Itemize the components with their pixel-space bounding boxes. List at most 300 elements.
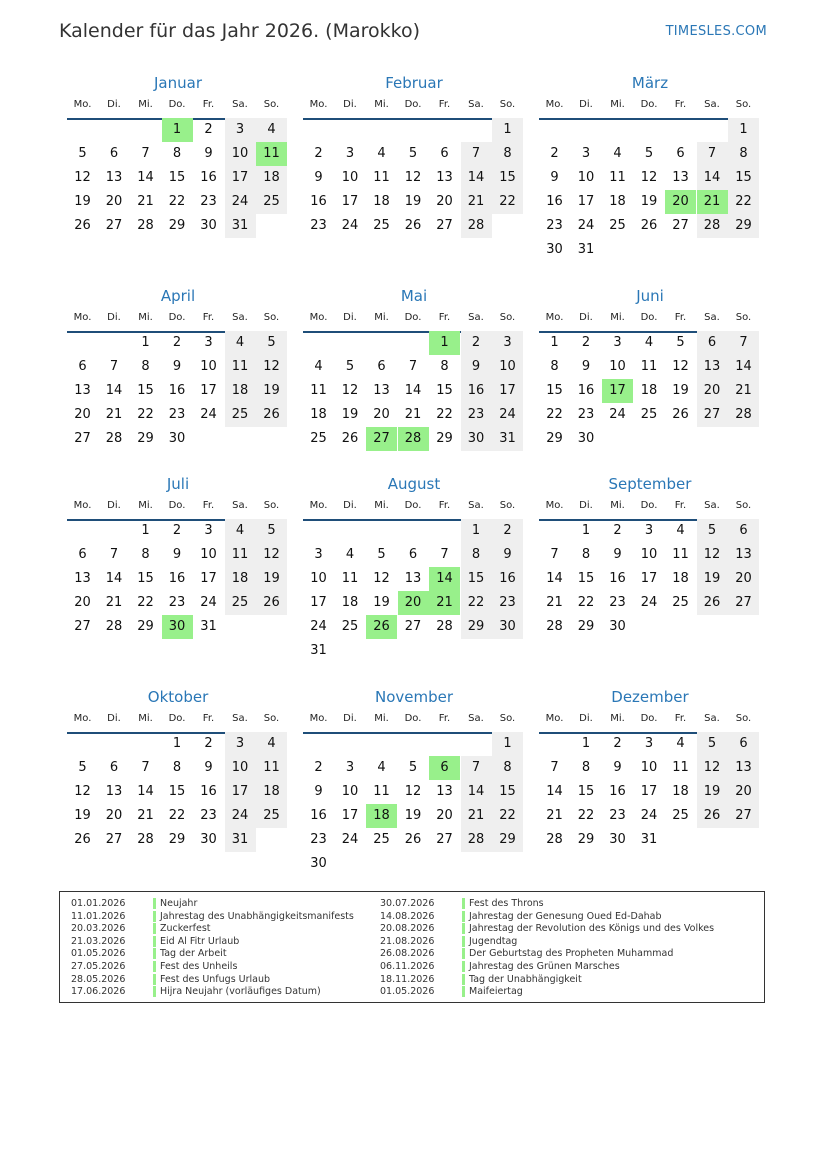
day-cell: 11 [256, 756, 287, 780]
month-8 [539, 475, 761, 675]
day-cell: 1 [172, 736, 182, 751]
day-cell: 12 [74, 784, 91, 799]
weekday-header: Mi. [138, 500, 153, 511]
day-cell: 24 [225, 804, 256, 828]
day-cell: 12 [697, 543, 728, 567]
day-cell: 12 [256, 355, 287, 379]
day-cell: 23 [200, 808, 217, 823]
day-cell: 5 [697, 732, 728, 756]
weekday-header: Di. [343, 500, 357, 511]
day-cell: 24 [225, 190, 256, 214]
day-cell: 10 [640, 547, 658, 562]
day-cell: 3 [644, 736, 654, 751]
day-cell: 19 [404, 194, 422, 209]
holiday-cell: 14 [429, 567, 460, 591]
day-cell: 23 [492, 591, 523, 615]
day-cell: 14 [461, 166, 492, 190]
weekday-header: Mo. [309, 99, 328, 110]
day-cell: 27 [728, 804, 759, 828]
day-cell: 10 [341, 784, 359, 799]
day-cell: 15 [577, 784, 595, 799]
legend-name: Tag der Unabhängigkeit [469, 973, 582, 985]
day-cell: 3 [613, 335, 622, 350]
day-cell: 27 [436, 218, 453, 233]
day-cell: 11 [672, 760, 689, 775]
weekday-header: Fr. [674, 713, 687, 724]
month-3 [67, 287, 289, 487]
holiday-cell: 20 [665, 190, 696, 214]
day-cell: 24 [640, 808, 658, 823]
day-cell: 9 [613, 547, 622, 562]
day-cell: 31 [640, 832, 658, 847]
weekday-header: Do. [168, 713, 186, 724]
brand-link[interactable]: TIMESLES.COM [665, 24, 767, 39]
weekday-header: So. [735, 99, 752, 110]
weekday-header: So. [735, 500, 752, 511]
day-cell: 14 [137, 784, 154, 799]
day-cell: 16 [609, 784, 626, 799]
weekday-header: Fr. [438, 99, 451, 110]
header-rule [539, 118, 759, 120]
day-cell: 25 [640, 407, 658, 422]
day-cell: 20 [436, 194, 453, 209]
day-cell: 16 [200, 784, 217, 799]
day-cell: 28 [137, 218, 154, 233]
legend-date: 21.08.2026 [380, 935, 435, 947]
day-cell: 27 [697, 403, 728, 427]
legend-color-marker [153, 948, 156, 959]
day-cell: 7 [109, 359, 119, 374]
day-cell: 8 [172, 760, 182, 775]
day-cell: 6 [377, 359, 386, 374]
legend-date: 17.06.2026 [71, 986, 126, 998]
weekday-header: Mi. [138, 99, 153, 110]
day-cell: 23 [461, 403, 492, 427]
weekday-header: Mi. [374, 99, 389, 110]
day-cell: 20 [697, 379, 728, 403]
day-cell: 30 [492, 615, 523, 639]
day-cell: 4 [613, 146, 622, 161]
legend-name: Jahrestag der Genesung Oued Ed-Dahab [469, 910, 662, 922]
day-cell: 6 [408, 547, 418, 562]
day-cell: 9 [314, 784, 323, 799]
weekday-header: Do. [168, 312, 186, 323]
day-cell: 30 [200, 832, 217, 847]
day-cell: 13 [74, 571, 91, 586]
day-cell: 20 [105, 808, 123, 823]
day-cell: 10 [310, 571, 327, 586]
legend-date: 30.07.2026 [380, 898, 435, 909]
day-cell: 4 [644, 335, 654, 350]
holiday-cell: 6 [429, 756, 460, 780]
day-cell: 8 [141, 359, 150, 374]
holiday-cell: 17 [602, 379, 633, 403]
day-cell: 23 [609, 808, 626, 823]
day-cell: 7 [141, 146, 150, 161]
day-cell: 4 [676, 736, 685, 751]
weekday-header: Sa. [704, 99, 720, 110]
day-cell: 27 [74, 431, 91, 446]
weekday-header: Sa. [232, 500, 248, 511]
day-cell: 7 [697, 142, 728, 166]
day-cell: 18 [672, 571, 689, 586]
day-cell: 26 [256, 403, 287, 427]
day-cell: 3 [492, 331, 523, 355]
day-cell: 13 [105, 170, 123, 185]
day-cell: 17 [225, 780, 256, 804]
day-cell: 29 [137, 431, 154, 446]
holiday-cell: 26 [366, 615, 397, 639]
legend-color-marker [462, 961, 465, 972]
day-cell: 2 [613, 736, 622, 751]
day-cell: 30 [310, 856, 327, 871]
day-cell: 20 [74, 595, 91, 610]
month-name: Februar [385, 74, 443, 92]
weekday-header: Fr. [674, 312, 687, 323]
day-cell: 2 [172, 335, 182, 350]
legend-name: Maifeiertag [469, 986, 523, 998]
legend-date: 27.05.2026 [71, 961, 126, 972]
day-cell: 7 [550, 760, 559, 775]
legend-color-marker [462, 974, 465, 985]
weekday-header: So. [263, 99, 280, 110]
day-cell: 17 [640, 571, 658, 586]
weekday-header: Fr. [202, 99, 215, 110]
day-cell: 20 [74, 407, 91, 422]
day-cell: 21 [105, 407, 123, 422]
day-cell: 16 [168, 383, 186, 398]
day-cell: 23 [310, 832, 327, 847]
weekday-header: Mo. [545, 312, 564, 323]
weekday-header: Di. [579, 99, 593, 110]
day-cell: 23 [577, 407, 595, 422]
day-cell: 29 [436, 431, 453, 446]
weekday-header: So. [263, 312, 280, 323]
day-cell: 21 [105, 595, 123, 610]
day-cell: 15 [546, 383, 563, 398]
month-name: Juli [166, 475, 190, 493]
day-cell: 3 [204, 523, 213, 538]
day-cell: 24 [310, 619, 327, 634]
day-cell: 5 [408, 146, 418, 161]
day-cell: 22 [168, 808, 186, 823]
day-cell: 15 [137, 571, 154, 586]
day-cell: 27 [74, 619, 91, 634]
day-cell: 13 [74, 383, 91, 398]
day-cell: 29 [137, 619, 154, 634]
day-cell: 16 [310, 194, 327, 209]
holiday-cell: 20 [398, 591, 429, 615]
day-cell: 18 [225, 567, 256, 591]
day-cell: 15 [461, 567, 492, 591]
day-cell: 2 [581, 335, 591, 350]
weekday-header: Mi. [374, 713, 389, 724]
day-cell: 26 [404, 832, 422, 847]
day-cell: 8 [492, 756, 523, 780]
day-cell: 19 [74, 194, 91, 209]
weekday-header: So. [499, 713, 516, 724]
day-cell: 8 [550, 359, 559, 374]
weekday-header: Mi. [610, 713, 625, 724]
day-cell: 27 [672, 218, 689, 233]
weekday-header: Di. [107, 99, 121, 110]
legend-name: Neujahr [160, 898, 198, 909]
day-cell: 4 [256, 118, 287, 142]
weekday-header: So. [735, 713, 752, 724]
weekday-header: Fr. [202, 312, 215, 323]
day-cell: 11 [225, 355, 256, 379]
day-cell: 5 [345, 359, 355, 374]
legend-date: 14.08.2026 [380, 910, 435, 922]
page-title: Kalender für das Jahr 2026. (Marokko) [59, 20, 421, 42]
weekday-header: Sa. [232, 99, 248, 110]
day-cell: 18 [341, 595, 359, 610]
day-cell: 22 [492, 804, 523, 828]
day-cell: 29 [577, 832, 595, 847]
day-cell: 31 [577, 242, 595, 257]
day-cell: 24 [341, 832, 359, 847]
weekday-header: Sa. [468, 713, 484, 724]
weekday-header: Sa. [232, 713, 248, 724]
day-cell: 1 [492, 118, 523, 142]
legend-name: Zuckerfest [160, 923, 211, 935]
day-cell: 22 [461, 591, 492, 615]
legend-color-marker [153, 974, 156, 985]
day-cell: 28 [105, 619, 123, 634]
day-cell: 4 [256, 732, 287, 756]
holiday-legend [59, 891, 765, 1003]
day-cell: 19 [256, 567, 287, 591]
day-cell: 30 [577, 431, 595, 446]
day-cell: 10 [341, 170, 359, 185]
day-cell: 11 [609, 170, 626, 185]
legend-date: 01.05.2026 [380, 986, 435, 998]
day-cell: 11 [225, 543, 256, 567]
day-cell: 5 [408, 760, 418, 775]
day-cell: 24 [577, 218, 595, 233]
day-cell: 30 [461, 427, 492, 451]
weekday-header: Fr. [438, 312, 451, 323]
day-cell: 18 [256, 166, 287, 190]
day-cell: 21 [728, 379, 759, 403]
holiday-cell: 11 [256, 142, 287, 166]
weekday-header: Di. [107, 312, 121, 323]
legend-name: Jugendtag [469, 935, 518, 947]
day-cell: 8 [728, 142, 759, 166]
day-cell: 12 [640, 170, 658, 185]
day-cell: 28 [546, 832, 563, 847]
day-cell: 22 [137, 595, 154, 610]
day-cell: 23 [168, 407, 186, 422]
day-cell: 22 [577, 808, 595, 823]
weekday-header: Fr. [438, 500, 451, 511]
day-cell: 15 [168, 784, 186, 799]
day-cell: 21 [137, 194, 154, 209]
day-cell: 14 [546, 784, 563, 799]
day-cell: 6 [78, 359, 87, 374]
day-cell: 12 [404, 170, 422, 185]
legend-color-marker [462, 936, 465, 947]
weekday-header: So. [499, 312, 516, 323]
day-cell: 5 [256, 331, 287, 355]
weekday-header: So. [263, 500, 280, 511]
legend-name: Hijra Neujahr (vorläufiges Datum) [160, 986, 321, 998]
day-cell: 6 [728, 732, 759, 756]
day-cell: 25 [373, 832, 390, 847]
day-cell: 12 [74, 170, 91, 185]
day-cell: 22 [546, 407, 563, 422]
day-cell: 31 [225, 214, 256, 238]
day-cell: 18 [640, 383, 658, 398]
month-name: Juni [636, 287, 664, 305]
day-cell: 28 [546, 619, 563, 634]
month-name: Mai [400, 287, 428, 305]
legend-date: 20.03.2026 [71, 923, 126, 935]
day-cell: 24 [200, 407, 217, 422]
legend-date: 20.08.2026 [380, 923, 435, 935]
day-cell: 6 [109, 760, 119, 775]
weekday-header: Di. [107, 500, 121, 511]
day-cell: 13 [105, 784, 123, 799]
day-cell: 7 [461, 756, 492, 780]
day-cell: 26 [697, 591, 728, 615]
legend-color-marker [462, 986, 465, 997]
day-cell: 19 [256, 379, 287, 403]
day-cell: 1 [141, 523, 150, 538]
legend-name: Jahrestag des Grünen Marsches [469, 961, 620, 972]
day-cell: 14 [728, 355, 759, 379]
weekday-header: So. [499, 500, 516, 511]
day-cell: 28 [728, 403, 759, 427]
day-cell: 7 [440, 547, 449, 562]
day-cell: 7 [141, 760, 150, 775]
day-cell: 24 [492, 403, 523, 427]
weekday-header: Do. [404, 500, 422, 511]
day-cell: 17 [200, 383, 217, 398]
weekday-header: Fr. [202, 713, 215, 724]
month-name: September [608, 475, 692, 493]
day-cell: 14 [404, 383, 422, 398]
day-cell: 1 [141, 335, 150, 350]
day-cell: 21 [404, 407, 422, 422]
legend-color-marker [153, 911, 156, 922]
day-cell: 5 [256, 519, 287, 543]
day-cell: 17 [341, 808, 359, 823]
day-cell: 4 [314, 359, 323, 374]
month-6 [67, 475, 289, 675]
day-cell: 2 [613, 523, 622, 538]
weekday-header: Fr. [674, 500, 687, 511]
day-cell: 18 [256, 780, 287, 804]
day-cell: 2 [172, 523, 182, 538]
day-cell: 17 [492, 379, 523, 403]
day-cell: 26 [697, 804, 728, 828]
day-cell: 12 [341, 383, 359, 398]
day-cell: 25 [225, 403, 256, 427]
weekday-header: Di. [579, 312, 593, 323]
legend-name: Jahrestag des Unabhängigkeitsmanifests [160, 910, 354, 922]
legend-date: 26.08.2026 [380, 948, 435, 960]
day-cell: 7 [408, 359, 418, 374]
day-cell: 19 [341, 407, 359, 422]
day-cell: 13 [436, 170, 453, 185]
day-cell: 8 [581, 547, 591, 562]
day-cell: 30 [609, 619, 626, 634]
day-cell: 13 [436, 784, 453, 799]
day-cell: 17 [577, 194, 595, 209]
month-9 [67, 688, 289, 888]
day-cell: 21 [546, 595, 563, 610]
day-cell: 9 [314, 170, 323, 185]
day-cell: 4 [225, 519, 256, 543]
day-cell: 14 [461, 780, 492, 804]
day-cell: 13 [728, 543, 759, 567]
day-cell: 26 [404, 218, 422, 233]
day-cell: 3 [345, 146, 355, 161]
day-cell: 19 [697, 780, 728, 804]
weekday-header: Do. [168, 99, 186, 110]
day-cell: 1 [581, 523, 591, 538]
day-cell: 1 [728, 118, 759, 142]
day-cell: 2 [492, 519, 523, 543]
day-cell: 25 [225, 591, 256, 615]
day-cell: 30 [609, 832, 626, 847]
weekday-header: Mo. [73, 713, 92, 724]
day-cell: 3 [225, 732, 256, 756]
day-cell: 25 [256, 804, 287, 828]
month-name: März [631, 74, 669, 92]
day-cell: 9 [204, 760, 213, 775]
weekday-header: Do. [404, 99, 422, 110]
weekday-header: Di. [107, 713, 121, 724]
day-cell: 19 [404, 808, 422, 823]
day-cell: 20 [373, 407, 390, 422]
day-cell: 18 [310, 407, 327, 422]
legend-date: 28.05.2026 [71, 973, 126, 985]
day-cell: 16 [461, 379, 492, 403]
day-cell: 29 [168, 218, 186, 233]
weekday-header: Di. [343, 312, 357, 323]
legend-date: 01.05.2026 [71, 948, 126, 960]
day-cell: 13 [728, 756, 759, 780]
legend-name: Jahrestag der Revolution des Königs und des Volkes [469, 923, 715, 935]
day-cell: 27 [728, 591, 759, 615]
day-cell: 6 [440, 146, 449, 161]
legend-color-marker [462, 923, 465, 934]
day-cell: 5 [377, 547, 386, 562]
weekday-header: Sa. [704, 312, 720, 323]
day-cell: 20 [436, 808, 453, 823]
holiday-cell: 30 [162, 615, 193, 639]
day-cell: 10 [640, 760, 658, 775]
day-cell: 15 [436, 383, 453, 398]
day-cell: 23 [609, 595, 626, 610]
day-cell: 11 [310, 383, 327, 398]
day-cell: 12 [256, 543, 287, 567]
day-cell: 21 [546, 808, 563, 823]
day-cell: 4 [676, 523, 685, 538]
weekday-header: Do. [168, 500, 186, 511]
legend-color-marker [462, 948, 465, 959]
day-cell: 23 [168, 595, 186, 610]
day-cell: 22 [168, 194, 186, 209]
day-cell: 12 [672, 359, 689, 374]
legend-date: 21.03.2026 [71, 935, 126, 947]
weekday-header: Sa. [468, 312, 484, 323]
day-cell: 3 [581, 146, 591, 161]
weekday-header: Di. [579, 500, 593, 511]
weekday-header: Mi. [138, 312, 153, 323]
